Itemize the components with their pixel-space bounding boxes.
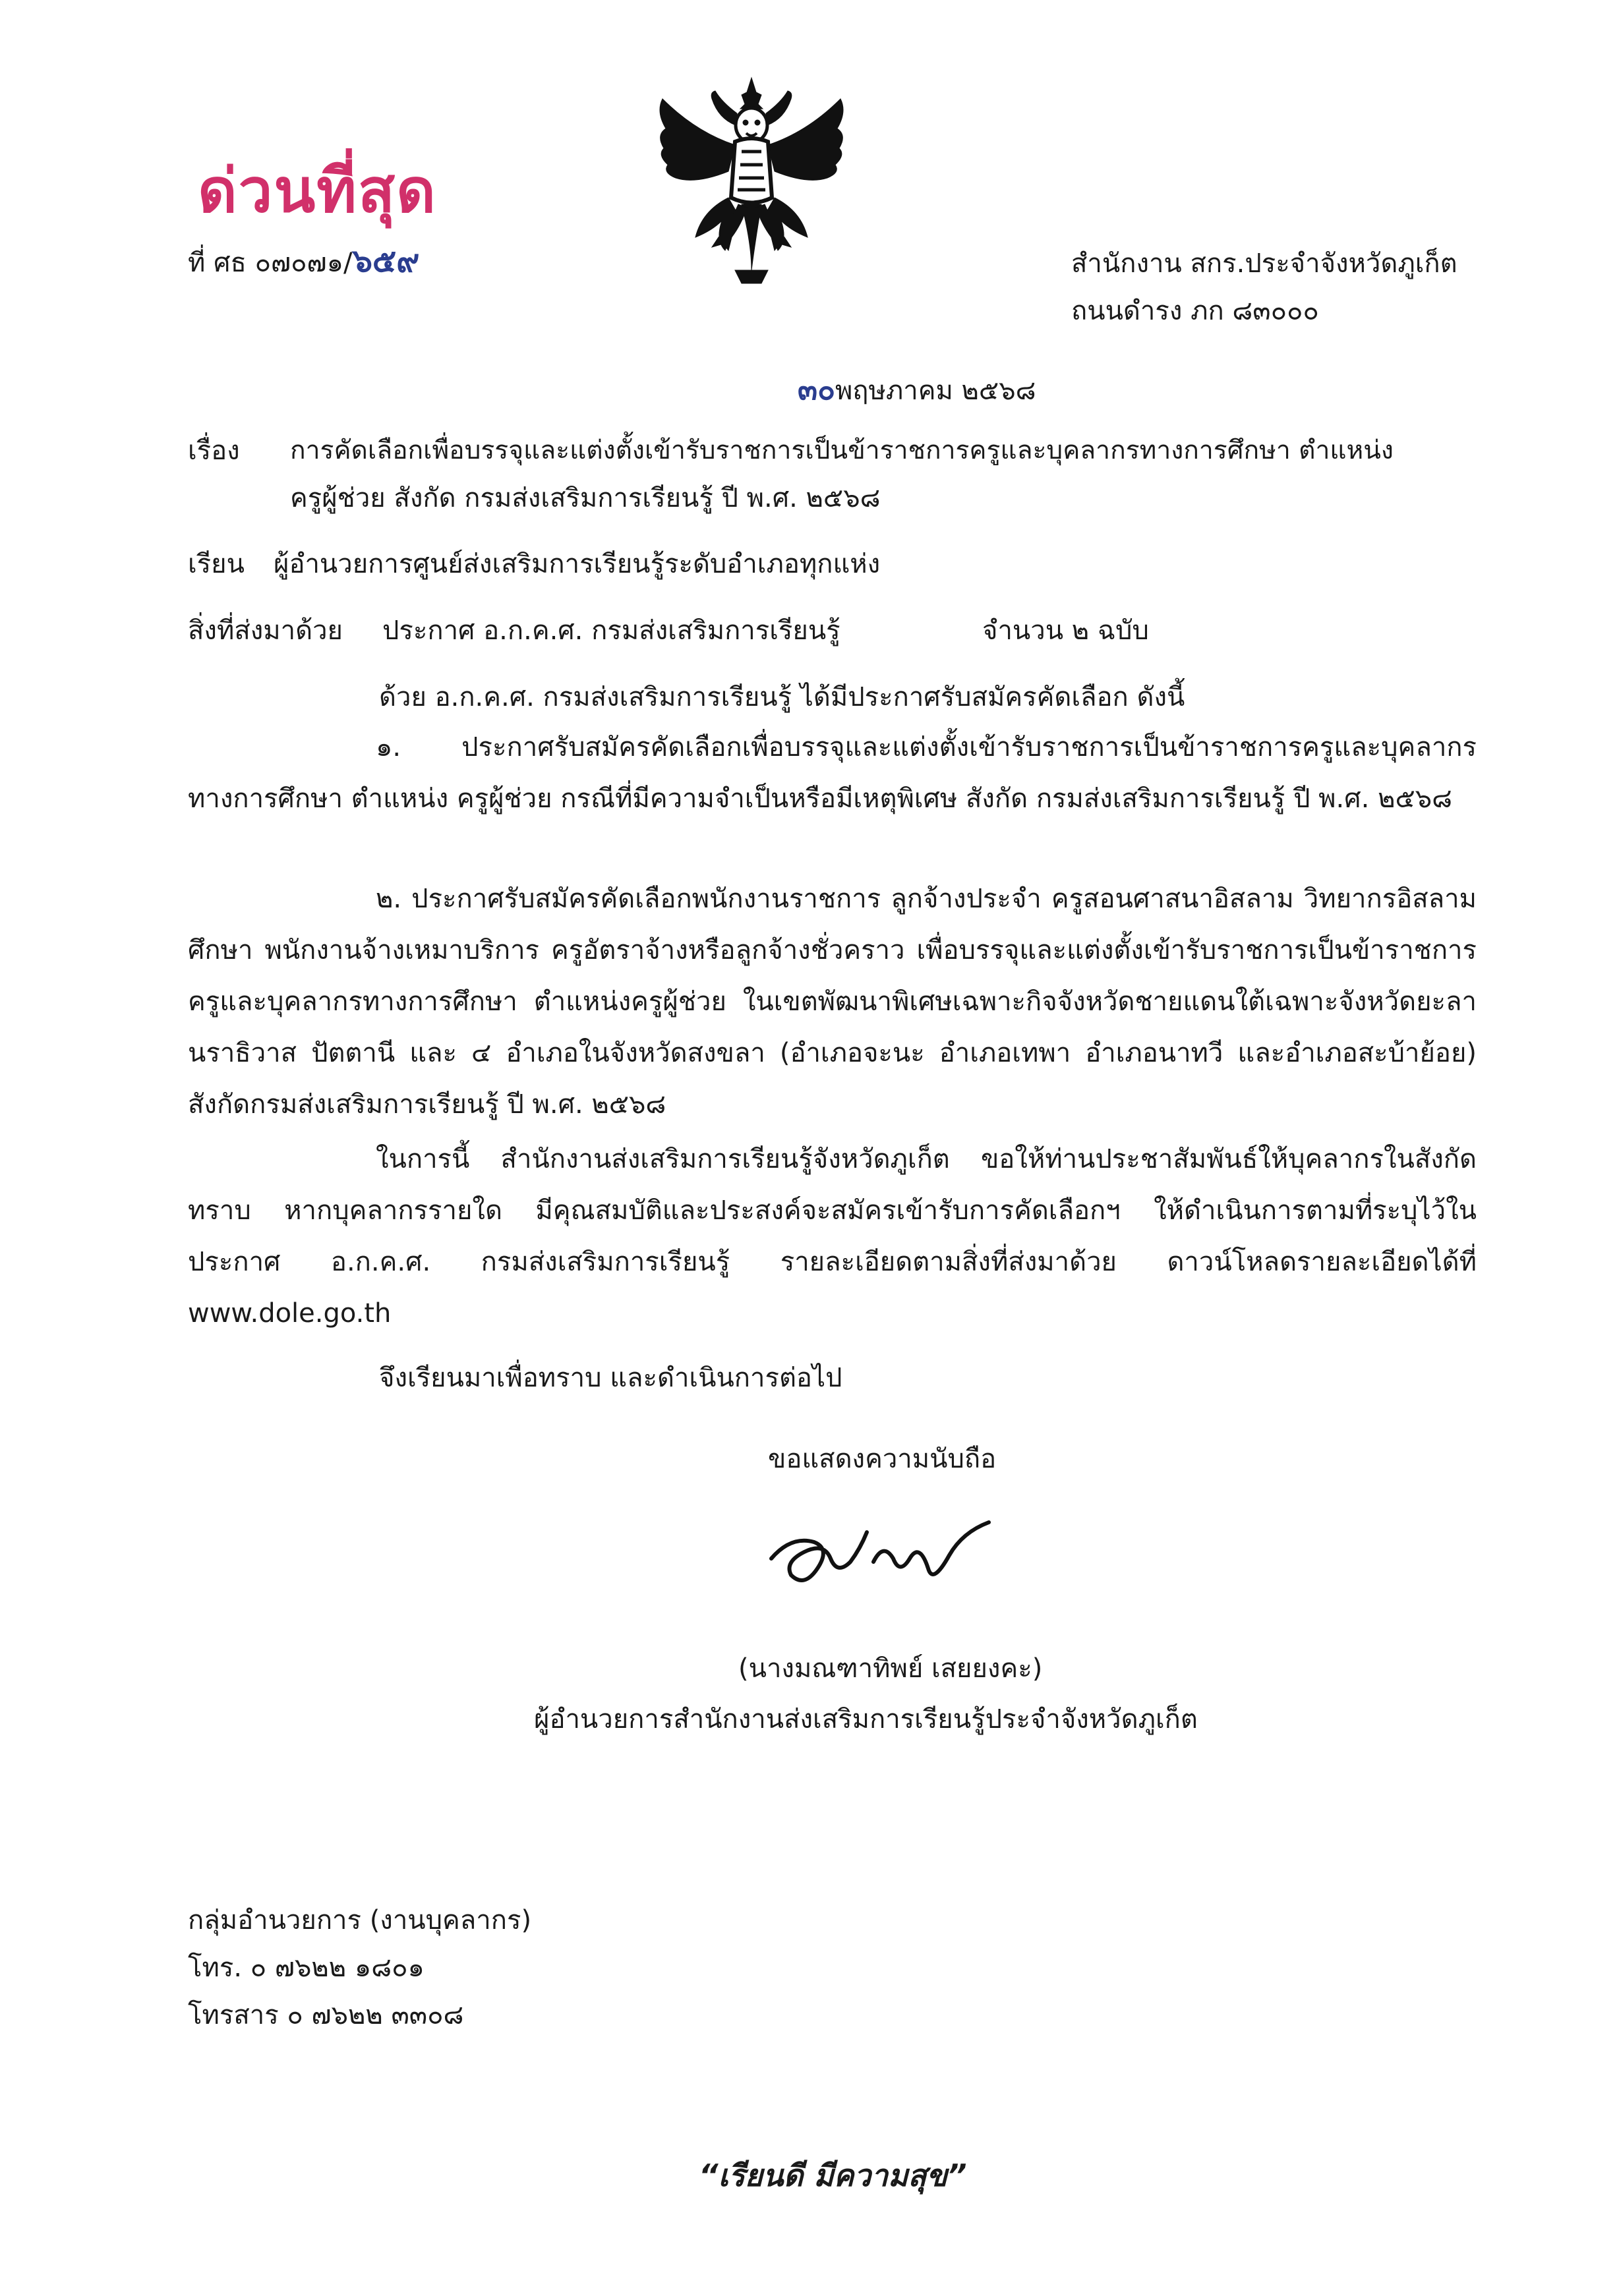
body-item-1 [188,722,1477,824]
enclosure-count: จำนวน ๒ ฉบับ [982,616,1149,646]
body-request [188,1134,1477,1339]
letter-number-handwritten: ๖๕๙ [352,243,420,279]
recipient-text: ผู้อำนวยการศูนย์ส่งเสริมการเรียนรู้ระดับอำเภอทุกแห่ง [274,549,881,579]
body-intro: ด้วย อ.ก.ค.ศ. กรมส่งเสริมการเรียนรู้ ได้มีประกาศรับสมัครคัดเลือก ดังนี้ [379,682,1185,712]
contact-department: กลุ่มอำนวยการ (งานบุคลากร) [188,1905,532,1936]
body-request-text: ในการนี้ สำนักงานส่งเสริมการเรียนรู้จังหวัดภูเก็ต ขอให้ท่านประชาสัมพันธ์ให้บุคลากรในสังกัดทราบ หากบุคลากรรายใด มีคุณสมบัติและประสงค์จะสมัครเข้ารับการคัดเลือกฯ ให้ดำเนินการตามที่ระบุไว้ในประกาศ อ.ก.ค.ศ. กรมส่งเสริมการเรียนรู้ รายละเอียดตามสิ่งที่ส่งมาด้วย ดาวน์โหลดรายละเอียดได้ที่ www.dole.go.th [188,1144,1477,1329]
date-day-handwritten: ๓๐ [798,373,835,407]
sender-office: สำนักงาน สกร.ประจำจังหวัดภูเก็ต [1071,248,1457,279]
signoff-regards: ขอแสดงความนับถือ [768,1444,997,1474]
urgency-stamp: ด่วนที่สุด [198,156,437,226]
enclosure-text: ประกาศ อ.ก.ค.ศ. กรมส่งเสริมการเรียนรู้ [382,616,840,646]
contact-fax: โทรสาร ๐ ๗๖๒๒ ๓๓๐๘ [188,2000,464,2030]
handwritten-signature [751,1496,1015,1601]
signoff-position: ผู้อำนวยการสำนักงานส่งเสริมการเรียนรู้ประจำจังหวัดภูเก็ต [534,1704,1198,1735]
body-item-2 [188,873,1477,1130]
body-closing: จึงเรียนมาเพื่อทราบ และดำเนินการต่อไป [379,1363,842,1393]
letter-number [188,245,419,279]
recipient-label: เรียน [188,549,245,579]
body-item-2-text: ๒. ประกาศรับสมัครคัดเลือกพนักงานราชการ ลูกจ้างประจำ ครูสอนศาสนาอิสลาม วิทยากรอิสลามศึกษา พนักงานจ้างเหมาบริการ ครูอัตราจ้างหรือลูกจ้างชั่วคราว เพื่อบรรจุและแต่งตั้งเข้ารับราชการเป็นข้าราชการครูและบุคลากรทางการศึกษา ตำแหน่งครูผู้ช่วย ในเขตพัฒนาพิเศษเฉพาะกิจจังหวัดชายแดนใต้เฉพาะจังหวัดยะลา นราธิวาส ปัตตานี และ ๔ อำเภอในจังหวัดสงขลา (อำเภอจะนะ อำเภอเทพา อำเภอนาทวี และอำเภอสะบ้าย้อย) สังกัดกรมส่งเสริมการเรียนรู้ ปี พ.ศ. ๒๕๖๘ [188,884,1477,1120]
signoff-name: (นางมณฑาทิพย์ เสยยงคะ) [738,1653,1043,1684]
subject-label: เรื่อง [188,436,240,466]
contact-phone: โทร. ๐ ๗๖๒๒ ๑๘๐๑ [188,1953,425,1983]
subject-line-2: ครูผู้ช่วย สังกัด กรมส่งเสริมการเรียนรู้ ปี พ.ศ. ๒๕๖๘ [290,483,881,513]
body-item-1-text: ๑. ประกาศรับสมัครคัดเลือกเพื่อบรรจุและแต่งตั้งเข้ารับราชการเป็นข้าราชการครูและบุคลากรทางการศึกษา ตำแหน่ง ครูผู้ช่วย กรณีที่มีความจำเป็นหรือมีเหตุพิเศษ สังกัด กรมส่งเสริมการเรียนรู้ ปี พ.ศ. ๒๕๖๘ [188,732,1477,814]
garuda-emblem-icon [649,72,854,290]
date-month-year: พฤษภาคม ๒๕๖๘ [835,376,1036,406]
enclosure-label: สิ่งที่ส่งมาด้วย [188,616,343,646]
letter-number-prefix: ที่ ศธ ๐๗๐๗๑/ [188,248,353,278]
motto: “เรียนดี มีความสุข” [699,2158,967,2193]
sender-address: ถนนดำรง ภก ๘๓๐๐๐ [1071,296,1319,326]
subject-line-1: การคัดเลือกเพื่อบรรจุและแต่งตั้งเข้ารับราชการเป็นข้าราชการครูและบุคลากรทางการศึกษา ตำแหน่ง [290,436,1394,465]
letter-date [798,374,1036,407]
